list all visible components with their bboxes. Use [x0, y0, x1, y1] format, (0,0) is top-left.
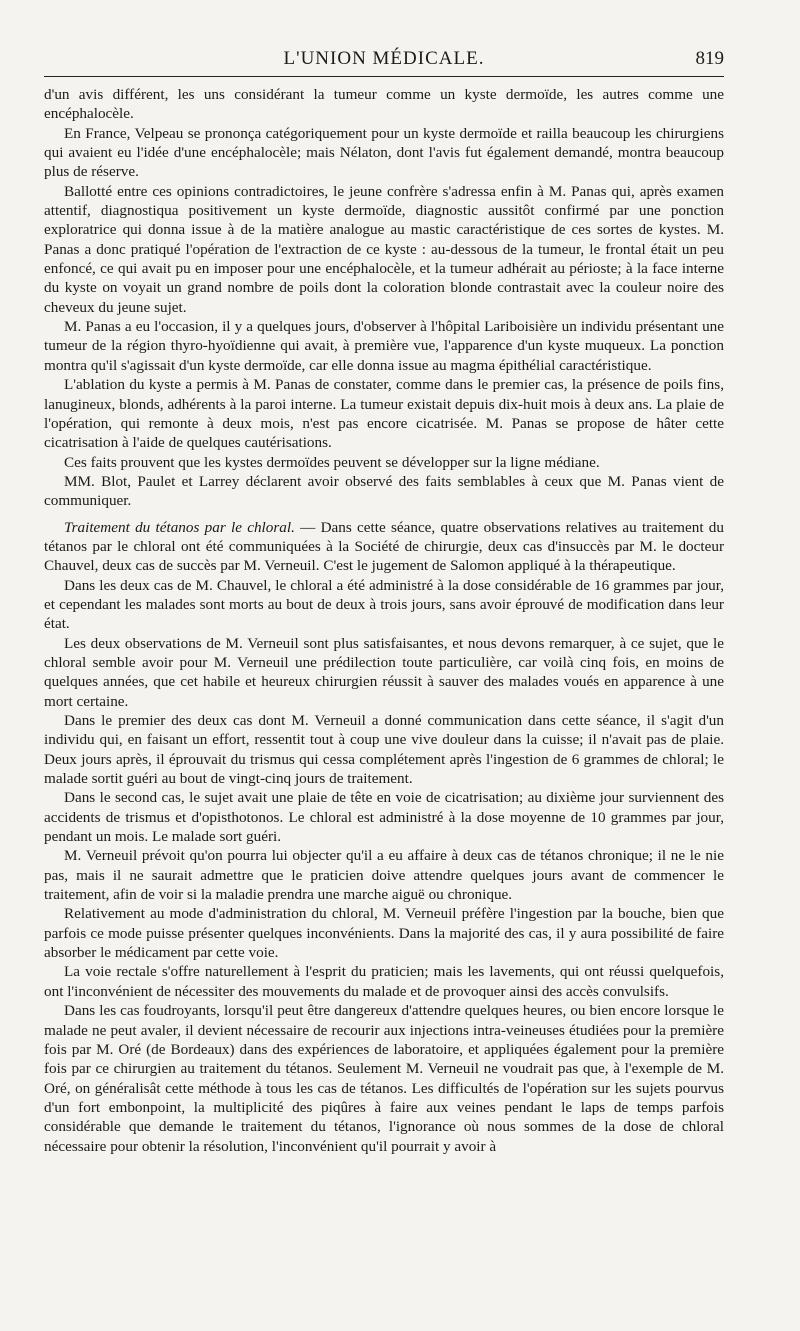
running-header [44, 44, 724, 72]
paragraph: Ballotté entre ces opinions contradictoires, le jeune confrère s'adressa enfin à M. Panas qui, après examen attentif, diagnostiqua positivement un kyste dermoïde, diagnostic aussitôt confirmé par une ponction exploratrice qui donna issue à de la matière analogue au mastic caractéristique de ces sortes de kystes. M. Panas a donc pratiqué l'opération de l'extraction de ce kyste : au-dessous de la tumeur, le frontal était un peu enfoncé, ce qui avait pu en imposer pour une encéphalocèle, et la tumeur adhérait au périoste; à la face interne du kyste on voyait un grand nombre de poils dont la coloration blonde contrastait avec la couleur noire des cheveux du jeune sujet. [44, 182, 724, 316]
article-body [44, 85, 724, 1156]
section-paragraph [44, 518, 724, 576]
paragraph: Dans les cas foudroyants, lorsqu'il peut être dangereux d'attendre quelques heures, ou bien encore lorsque le malade ne peut avaler, il devient nécessaire de recourir aux injections intra-veineuses étudiées pour la première fois par M. Oré (de Bordeaux) dans des expériences de laboratoire, et appliquées également pour la première fois par ce chirurgien au traitement du tétanos. Seulement M. Verneuil ne voudrait pas que, à l'exemple de M. Oré, on généralisât cette méthode à tous les cas de tétanos. Les difficultés de l'opération sur les sujets pourvus d'un fort embonpoint, la multiplicité des piqûres à faire aux veines pendant le laps de temps parfois considérable que demande le traitement du tétanos, l'ignorance où nous sommes de la dose de chloral nécessaire pour obtenir la résolution, l'inconvénient qu'il pourrait y avoir à [44, 1002, 724, 1155]
paragraph: Dans le second cas, le sujet avait une plaie de tête en voie de cicatrisation; au dixième jour surviennent des accidents de trismus et d'opisthotonos. Le chloral est administré à la dose moyenne de 10 grammes par jour, pendant un mois. Le malade sort guéri. [44, 789, 724, 846]
paragraph: M. Verneuil prévoit qu'on pourra lui objecter qu'il a eu affaire à deux cas de tétanos chronique; il ne le nie pas, mais il ne saurait admettre que le praticien doive attendre quelques jours avant de commencer le traitement, afin de voir si la maladie prendra une marche aiguë ou chronique. [44, 847, 724, 904]
paragraph: M. Panas a eu l'occasion, il y a quelques jours, d'observer à l'hôpital Lariboisière un individu présentant une tumeur de la région thyro-hyoïdienne qui avait, à première vue, l'apparence d'un kyste muqueux. La ponction montra qu'il s'agissait d'un kyste dermoïde, car elle donna issue au magma épithélial caractéristique. [44, 318, 724, 374]
paragraph: MM. Blot, Paulet et Larrey déclarent avoir observé des faits semblables à ceux que M. Panas vient de communiquer. [44, 472, 724, 510]
paragraph: L'ablation du kyste a permis à M. Panas de constater, comme dans le premier cas, la présence de poils fins, lanugineux, blonds, adhérents à la paroi interne. La tumeur existait depuis dix-huit mois à deux ans. La plaie de l'opération, qui remonte à deux mois, n'est pas encore cicatrisée. M. Panas se propose de hâter cette cicatrisation à l'aide de quelques cautérisations. [44, 376, 724, 452]
section-lead: — Dans cette séance, quatre observations relatives au traitement du tétanos par le chloral ont été communiquées à la Société de chirurgie, deux cas d'insuccès par M. le docteur Chauvel, deux cas de succès par M. Verneuil. C'est le jugement de Salomon appliqué à la thérapeutique. [44, 518, 724, 575]
paragraph: Les deux observations de M. Verneuil sont plus satisfaisantes, et nous devons remarquer, à ce sujet, que le chloral semble avoir pour M. Verneuil une prédilection toute particulière, car voilà cinq fois, en moins de quelques années, que cet habile et heureux chirurgien réussit à sauver des malades voués en apparence à une mort certaine. [44, 634, 724, 710]
paragraph: En France, Velpeau se prononça catégoriquement pour un kyste dermoïde et railla beaucoup les chirurgiens qui avaient eu l'idée d'une encéphalocèle; mais Nélaton, dont l'avis fut également demandé, montra beaucoup plus de réserve. [44, 124, 724, 181]
section-title: Traitement du tétanos par le chloral. [64, 518, 295, 536]
section-spacer [44, 511, 724, 514]
paragraph: Ces faits prouvent que les kystes dermoïdes peuvent se développer sur la ligne médiane. [64, 453, 600, 471]
journal-title: L'UNION MÉDICALE. [283, 48, 485, 69]
header-rule [44, 76, 724, 77]
paragraph: Dans le premier des deux cas dont M. Verneuil a donné communication dans cette séance, il s'agit d'un individu qui, en faisant un effort, ressentit tout à coup une vive douleur dans la cuisse; il n'avait pas de plaie. Deux jours après, il éprouvait du trismus qui cessa complétement après l'ingestion de 6 grammes de chloral; le malade sortit guéri au bout de vingt-cinq jours de traitement. [44, 712, 724, 788]
paragraph: Dans les deux cas de M. Chauvel, le chloral a été administré à la dose considérable de 16 grammes par jour, et cependant les malades sont morts au bout de deux à trois jours, sans avoir éprouvé de modification dans leur état. [44, 576, 724, 633]
paragraph: d'un avis différent, les uns considérant la tumeur comme un kyste dermoïde, les autres comme une encéphalocèle. [44, 86, 724, 123]
paragraph: La voie rectale s'offre naturellement à l'esprit du praticien; mais les lavements, qui ont réussi quelquefois, ont l'inconvénient de nécessiter des mouvements du malade et de provoquer ainsi des accès convulsifs. [44, 963, 724, 1000]
page-number: 819 [695, 48, 724, 69]
paragraph: Relativement au mode d'administration du chloral, M. Verneuil préfère l'ingestion par la bouche, bien que parfois ce mode puisse présenter quelques inconvénients. Dans la majorité des cas, il y aura possibilité de faire absorber le médicament par cette voie. [44, 905, 724, 962]
